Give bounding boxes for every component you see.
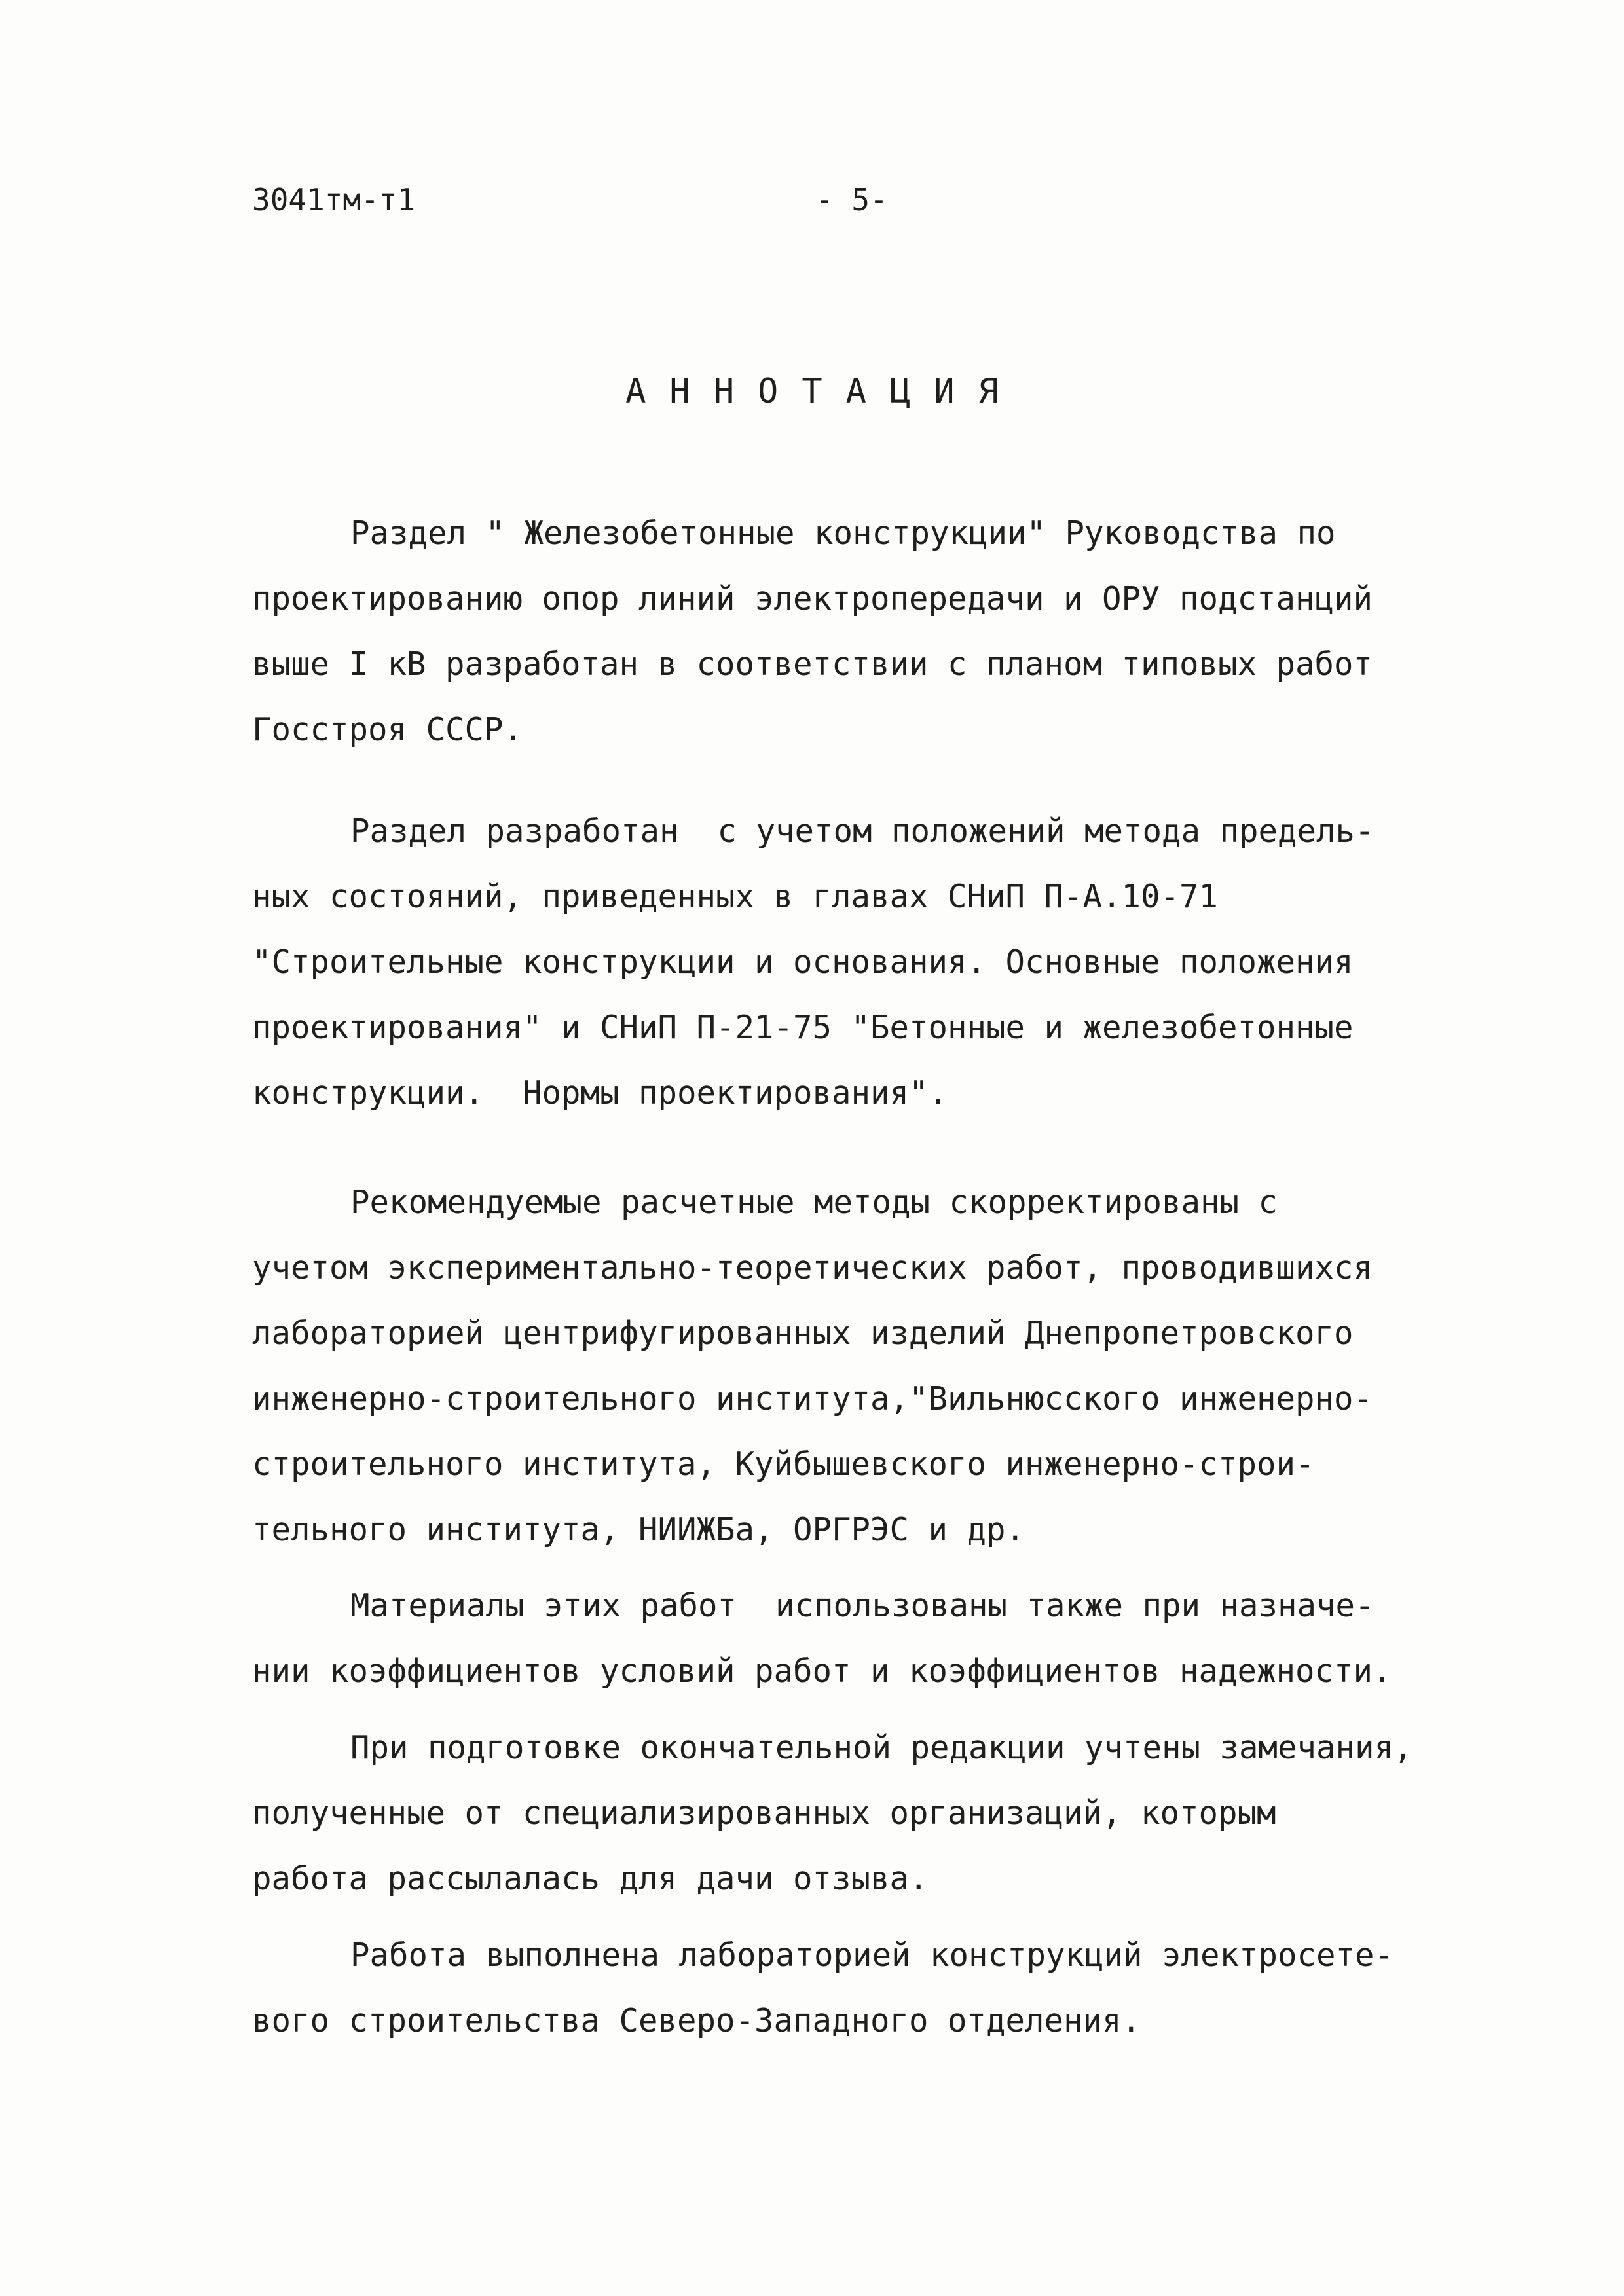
page-title: АННОТАЦИЯ [625, 372, 1022, 411]
page-number: - 5- [815, 182, 888, 217]
paragraph-1-line-4: Госстроя СССР. [252, 711, 523, 748]
paragraph-2-line-4: проектирования" и СНиП П-21-75 "Бетонные и железобетонные [252, 1009, 1354, 1046]
paragraph-5-line-2: полученные от специализированных организаций, которым [252, 1795, 1276, 1832]
paragraph-2-line-2: ных состояний, приведенных в главах СНиП П-А.10-71 [252, 878, 1219, 915]
paragraph-3-line-5: строительного института, Куйбышевского инженерно-строи- [252, 1446, 1315, 1483]
paragraph-3-line-2: учетом экспериментально-теоретических работ, проводившихся [252, 1249, 1373, 1286]
paragraph-5-line-1: При подготовке окончательной редакции учтены замечания, [350, 1729, 1413, 1766]
paragraph-3-line-3: лабораторией центрифугированных изделий Днепропетровского [252, 1315, 1354, 1352]
document-code: 3041тм-т1 [252, 182, 416, 217]
paragraph-3-line-6: тельного института, НИИЖБа, ОРГРЭС и др. [252, 1511, 1025, 1548]
paragraph-1-line-1: Раздел " Железобетонные конструкции" Руководства по [350, 515, 1336, 552]
paragraph-3-line-1: Рекомендуемые расчетные методы скорректированы с [350, 1184, 1278, 1221]
paragraph-4-line-2: нии коэффициентов условий работ и коэффициентов надежности. [252, 1652, 1392, 1690]
paragraph-2-line-3: "Строительные конструкции и основания. Основные положения [252, 943, 1354, 981]
paragraph-6-line-1: Работа выполнена лабораторией конструкций электросете- [350, 1937, 1394, 1974]
paragraph-3-line-4: инженерно-строительного института,"Вильнюсского инженерно- [252, 1380, 1373, 1417]
paragraph-4-line-1: Материалы этих работ использованы также при назначе- [350, 1587, 1375, 1624]
paragraph-2-line-1: Раздел разработан с учетом положений метода предель- [350, 812, 1375, 850]
paragraph-6-line-2: вого строительства Северо-Западного отделения. [252, 2002, 1141, 2039]
paragraph-1-line-3: выше I кВ разработан в соответствии с планом типовых работ [252, 646, 1373, 683]
paragraph-2-line-5: конструкции. Нормы проектирования". [252, 1074, 948, 1112]
paragraph-5-line-3: работа рассылалась для дачи отзыва. [252, 1860, 929, 1897]
paragraph-1-line-2: проектированию опор линий электропередачи и ОРУ подстанций [252, 580, 1373, 617]
